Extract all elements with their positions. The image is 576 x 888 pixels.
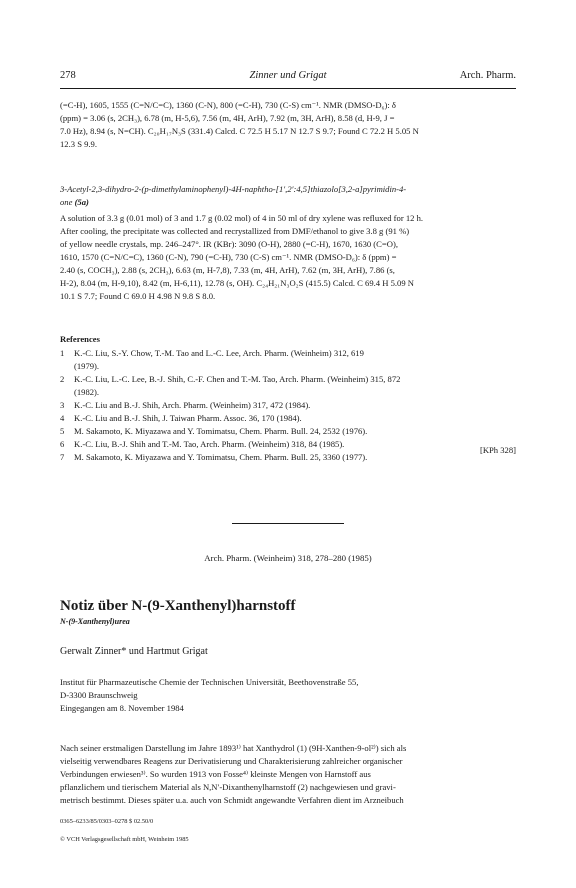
- running-authors: Zinner und Grigat: [249, 70, 327, 81]
- page-number: 278: [60, 70, 76, 81]
- reference-item: 6 K.-C. Liu, B.-J. Shih and T.-M. Tao, Arch. Pharm. (Weinheim) 318, 84 (1985).: [60, 439, 345, 449]
- article-title: Notiz über N-(9-Xanthenyl)harnstoff: [60, 598, 296, 614]
- compound-5a-title: 3-Acetyl-2,3-dihydro-2-(p-dimethylaminophenyl)-4H-naphtho-[1′,2′:4,5]thiazolo[3,2-a]pyrimidin-4- one (5a): [60, 184, 407, 207]
- issn-code: 0365–6233/85/0303–0278 $ 02.50/0: [60, 818, 154, 825]
- reference-list: [60, 347, 516, 464]
- article-authors: Gerwalt Zinner* und Hartmut Grigat: [60, 646, 208, 657]
- article-subtitle: N-(9-Xanthenyl)urea: [60, 617, 130, 626]
- copyright-notice: © VCH Verlagsgesellschaft mbH, Weinheim 1985: [60, 836, 189, 843]
- running-header: [60, 70, 516, 86]
- received-date: Eingegangen am 8. November 1984: [60, 703, 184, 713]
- affiliation: Institut für Pharmazeutische Chemie der Technischen Universität, Beethovenstraße 55, D-3300 Braunschweig Eingegangen am 8. November 1984: [60, 677, 359, 713]
- references-heading: References: [60, 334, 100, 344]
- reference-item: 7 M. Sakamoto, K. Miyazawa and Y. Tomimatsu, Chem. Pharm. Bull. 25, 3360 (1977).: [60, 452, 368, 462]
- article-body: Nach seiner erstmaligen Darstellung im Jahre 1893¹⁾ hat Xanthydrol (1) (9H-Xanthen-9-ol²⁾) sich als vielseitig verwendbares Reagens zur Derivatisierung und Charakterisierung zahlreicher organischer Verbindungen erwiesen³⁾. So wurden 1913 von Fosse⁴⁾ kleinste Mengen von Harnstoff aus pflanzlichem und tierischem Material als N,N′-Dixanthenylharnstoff (2) nachgewiesen und gravi- metrisch bestimmt. Dieses später u.a. auch von Schmidt angewandte Verfahren dient im Arzneibuch: [60, 743, 407, 805]
- reference-item: 1 K.-C. Liu, S.-Y. Chow, T.-M. Tao and L.-C. Lee, Arch. Pharm. (Weinheim) 312, 619 (1979).: [60, 348, 364, 371]
- article-citation: Arch. Pharm. (Weinheim) 318, 278–280 (1985): [204, 553, 372, 563]
- manuscript-code: [KPh 328]: [479, 445, 516, 455]
- compound-5a-paragraph: A solution of 3.3 g (0.01 mol) of 3 and 1.7 g (0.02 mol) of 4 in 50 ml of dry xylene was refluxed for 12 h. After cooling, the precipitate was collected and recrystallized from DMF/ethanol to give 3.8 g (91 %) of yellow needle crystals, mp. 246–247°. IR (KBr): 3090 (O-H), 2880 (=C-H), 1670, 1630 (C=O), 1610, 1570 (C=N/C=C), 1360 (C-N), 790 (=C-H), 730 (C-S) cm⁻¹. NMR (DMSO-D₆): δ (ppm) = 2.40 (s, COCH₃), 2.88 (s, 2CH₃), 6.63 (m, H-7,8), 7.33 (m, 4H, ArH), 7.62 (m, 3H, ArH), 7.86 (s, H-2), 8.04 (m, H-9,10), 8.42 (m, H-6,11), 12.78 (s, OH). C₂₄H₂₁N₃O₂S (415.5) Calcd. C 69.4 H 5.09 N 10.1 S 7.7; Found C 69.0 H 4.98 N 9.8 S 8.0.: [60, 213, 424, 301]
- compound-label: (5a): [74, 197, 89, 207]
- continuation-paragraph: (=C-H), 1605, 1555 (C=N/C=C), 1360 (C-N), 800 (=C-H), 730 (C-S) cm⁻¹. NMR (DMSO-D₆): δ (ppm) = 3.06 (s, 2CH₃), 6.78 (m, H-5,6), 7.56 (m, 4H, ArH), 7.92 (m, 3H, ArH), 8.58 (d, H-9, J = 7.0 Hz), 8.94 (s, N=CH). C₂₀H₁₇N₃S (331.4) Calcd. C 72.5 H 5.17 N 12.7 S 9.7; Found C 72.2 H 5.05 N 12.3 S 9.9.: [60, 100, 419, 149]
- running-journal: Arch. Pharm.: [459, 70, 516, 81]
- section-divider: [232, 523, 344, 524]
- reference-item: 4 K.-C. Liu and B.-J. Shih, J. Taiwan Pharm. Assoc. 36, 170 (1984).: [60, 413, 302, 423]
- header-rule: [60, 88, 516, 89]
- reference-item: 3 K.-C. Liu and B.-J. Shih, Arch. Pharm. (Weinheim) 317, 472 (1984).: [60, 400, 311, 410]
- reference-item: 2 K.-C. Liu, L.-C. Lee, B.-J. Shih, C.-F. Chen and T.-M. Tao, Arch. Pharm. (Weinheim) 315, 872 (1982).: [60, 374, 401, 397]
- reference-item: 5 M. Sakamoto, K. Miyazawa and Y. Tomimatsu, Chem. Pharm. Bull. 24, 2532 (1976).: [60, 426, 368, 436]
